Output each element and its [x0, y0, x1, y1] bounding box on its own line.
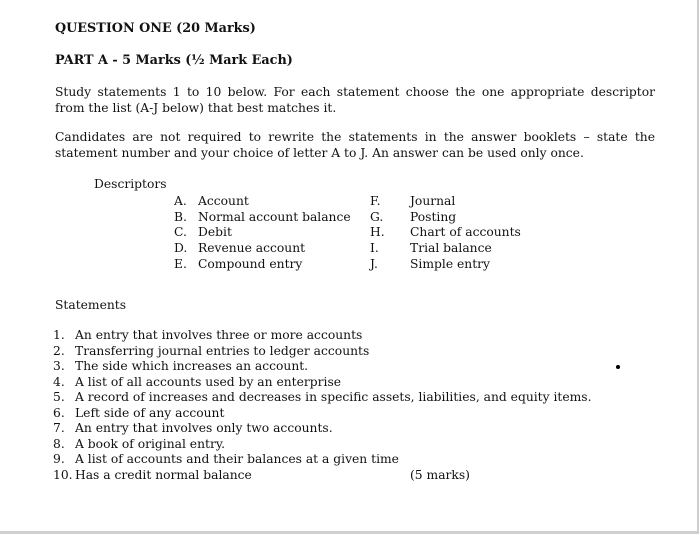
- descriptor-letter: F.: [370, 194, 381, 208]
- descriptor-letter: I.: [370, 241, 379, 255]
- instructions-paragraph-2: Candidates are not required to rewrite the statements in the answer booklets – state the statement number and your choice of letter A to J. An answer can be used only once.: [55, 130, 655, 160]
- statement-number: 5.: [53, 390, 65, 404]
- statement-text: An entry that involves three or more accounts: [75, 328, 363, 342]
- descriptor-row: [0, 224, 700, 240]
- statement-number: 2.: [53, 344, 65, 358]
- instructions-paragraph-1: Study statements 1 to 10 below. For each statement choose the one appropriate descriptor from the list (A-J below) that best matches it.: [55, 85, 655, 115]
- descriptor-row: [0, 256, 700, 272]
- statement-item: [53, 405, 224, 421]
- statement-number: 3.: [53, 359, 65, 373]
- statement-number: 6.: [53, 406, 65, 420]
- statement-number: 7.: [53, 421, 65, 435]
- descriptor-letter: J.: [370, 257, 378, 271]
- statement-number: 4.: [53, 375, 65, 389]
- statement-item: [53, 467, 252, 483]
- descriptor-term: Chart of accounts: [410, 225, 521, 239]
- statement-text: Has a credit normal balance: [75, 468, 252, 482]
- descriptor-term: Debit: [198, 225, 232, 239]
- statements-heading: Statements: [55, 298, 127, 312]
- part-title: PART A - 5 Marks (½ Mark Each): [55, 53, 293, 68]
- statement-item: [53, 451, 399, 467]
- statement-number: 1.: [53, 328, 65, 342]
- statement-item: [53, 327, 362, 343]
- descriptor-term: Account: [198, 194, 249, 208]
- statement-item: [53, 358, 308, 374]
- descriptor-row: [0, 209, 700, 225]
- descriptors-heading: Descriptors: [94, 177, 167, 191]
- statement-text: A record of increases and decreases in specific assets, liabilities, and equity items.: [75, 390, 592, 404]
- statement-text: An entry that involves only two accounts.: [75, 421, 333, 435]
- stray-dot: [616, 365, 620, 369]
- statement-number: 9.: [53, 452, 65, 466]
- descriptor-letter: G.: [370, 210, 384, 224]
- statement-number: 10.: [53, 468, 73, 482]
- descriptor-row: [0, 193, 700, 209]
- question-title: QUESTION ONE (20 Marks): [55, 21, 256, 36]
- statement-text: A book of original entry.: [75, 437, 226, 451]
- statement-number: 8.: [53, 437, 65, 451]
- statement-item: [53, 420, 333, 436]
- descriptor-term: Compound entry: [198, 257, 303, 271]
- descriptor-letter: D.: [174, 241, 188, 255]
- statement-text: Transferring journal entries to ledger accounts: [75, 344, 370, 358]
- statement-text: The side which increases an account.: [75, 359, 309, 373]
- descriptor-term: Normal account balance: [198, 210, 351, 224]
- statement-text: A list of all accounts used by an enterprise: [75, 375, 342, 389]
- descriptor-letter: C.: [174, 225, 187, 239]
- statement-item: [53, 374, 341, 390]
- descriptor-term: Simple entry: [410, 257, 490, 271]
- statement-text: A list of accounts and their balances at a given time: [75, 452, 399, 466]
- descriptor-letter: E.: [174, 257, 187, 271]
- statement-item: [53, 389, 592, 405]
- statement-item: [53, 343, 369, 359]
- descriptor-letter: A.: [174, 194, 187, 208]
- descriptor-letter: H.: [370, 225, 385, 239]
- descriptor-term: Revenue account: [198, 241, 306, 255]
- descriptor-row: [0, 240, 700, 256]
- descriptor-term: Journal: [410, 194, 456, 208]
- statement-item: [53, 436, 225, 452]
- descriptor-term: Trial balance: [410, 241, 492, 255]
- descriptor-term: Posting: [410, 210, 457, 224]
- statement-text: Left side of any account: [75, 406, 225, 420]
- marks-note: (5 marks): [410, 468, 470, 482]
- descriptor-letter: B.: [174, 210, 187, 224]
